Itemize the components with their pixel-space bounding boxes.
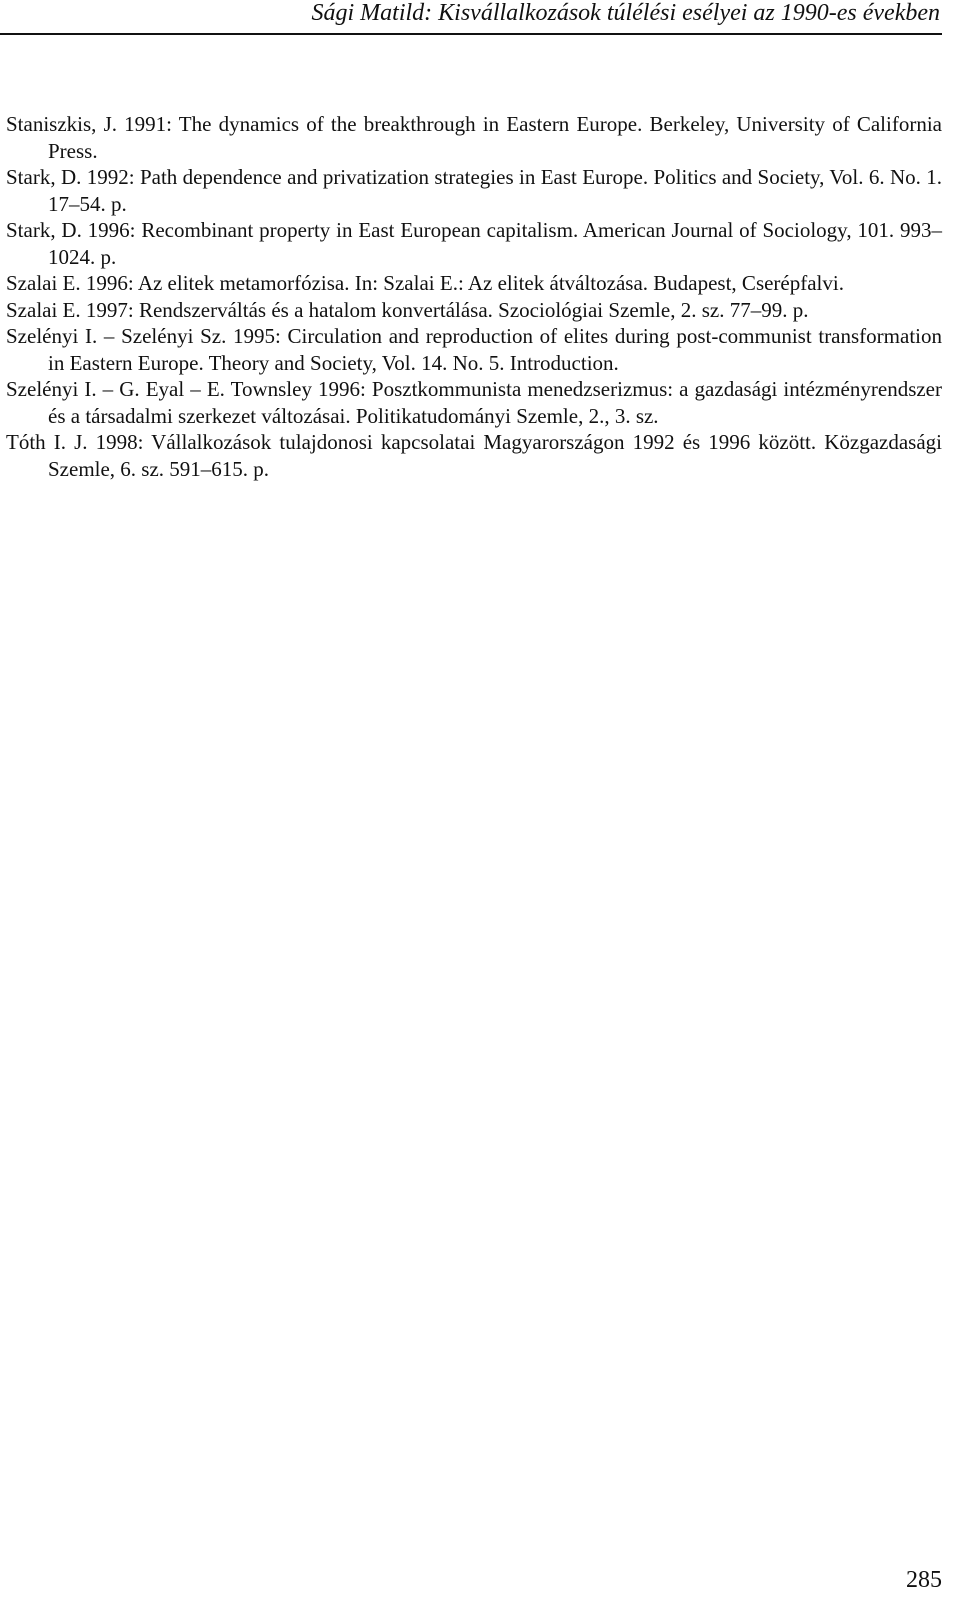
reference-item: Szelényi I. – G. Eyal – E. Townsley 1996: Posztkommunista menedzserizmus: a gazdasági intézményrendszer és a társadalmi szerkezet változásai. Politikatudományi Szemle, 2., 3. sz. bbox=[6, 377, 942, 428]
reference-list bbox=[6, 111, 942, 482]
reference-item: Szalai E. 1996: Az elitek metamorfózisa. In: Szalai E.: Az elitek átváltozása. Budapest, Cserépfalvi. bbox=[6, 271, 844, 295]
reference-item: Szelényi I. – Szelényi Sz. 1995: Circulation and reproduction of elites during post-communist transformation in Eastern Europe. Theory and Society, Vol. 14. No. 5. Introduction. bbox=[6, 324, 942, 375]
page-number: 285 bbox=[906, 1567, 942, 1593]
reference-item: Stark, D. 1996: Recombinant property in East European capitalism. American Journal of Sociology, 101. 993–1024. p. bbox=[6, 218, 942, 269]
running-header bbox=[0, 0, 942, 35]
reference-item: Staniszkis, J. 1991: The dynamics of the breakthrough in Eastern Europe. Berkeley, University of California Press. bbox=[6, 112, 942, 163]
reference-item: Stark, D. 1992: Path dependence and privatization strategies in East Europe. Politics and Society, Vol. 6. No. 1. 17–54. p. bbox=[6, 165, 942, 216]
running-title: Sági Matild: Kisvállalkozások túlélési esélyei az 1990-es években bbox=[311, 0, 940, 26]
reference-item: Szalai E. 1997: Rendszerváltás és a hatalom konvertálása. Szociológiai Szemle, 2. sz. 77–99. p. bbox=[6, 297, 809, 322]
reference-item: Tóth I. J. 1998: Vállalkozások tulajdonosi kapcsolatai Magyarországon 1992 és 1996 között. Közgazdasági Szemle, 6. sz. 591–615. p. bbox=[6, 430, 942, 481]
